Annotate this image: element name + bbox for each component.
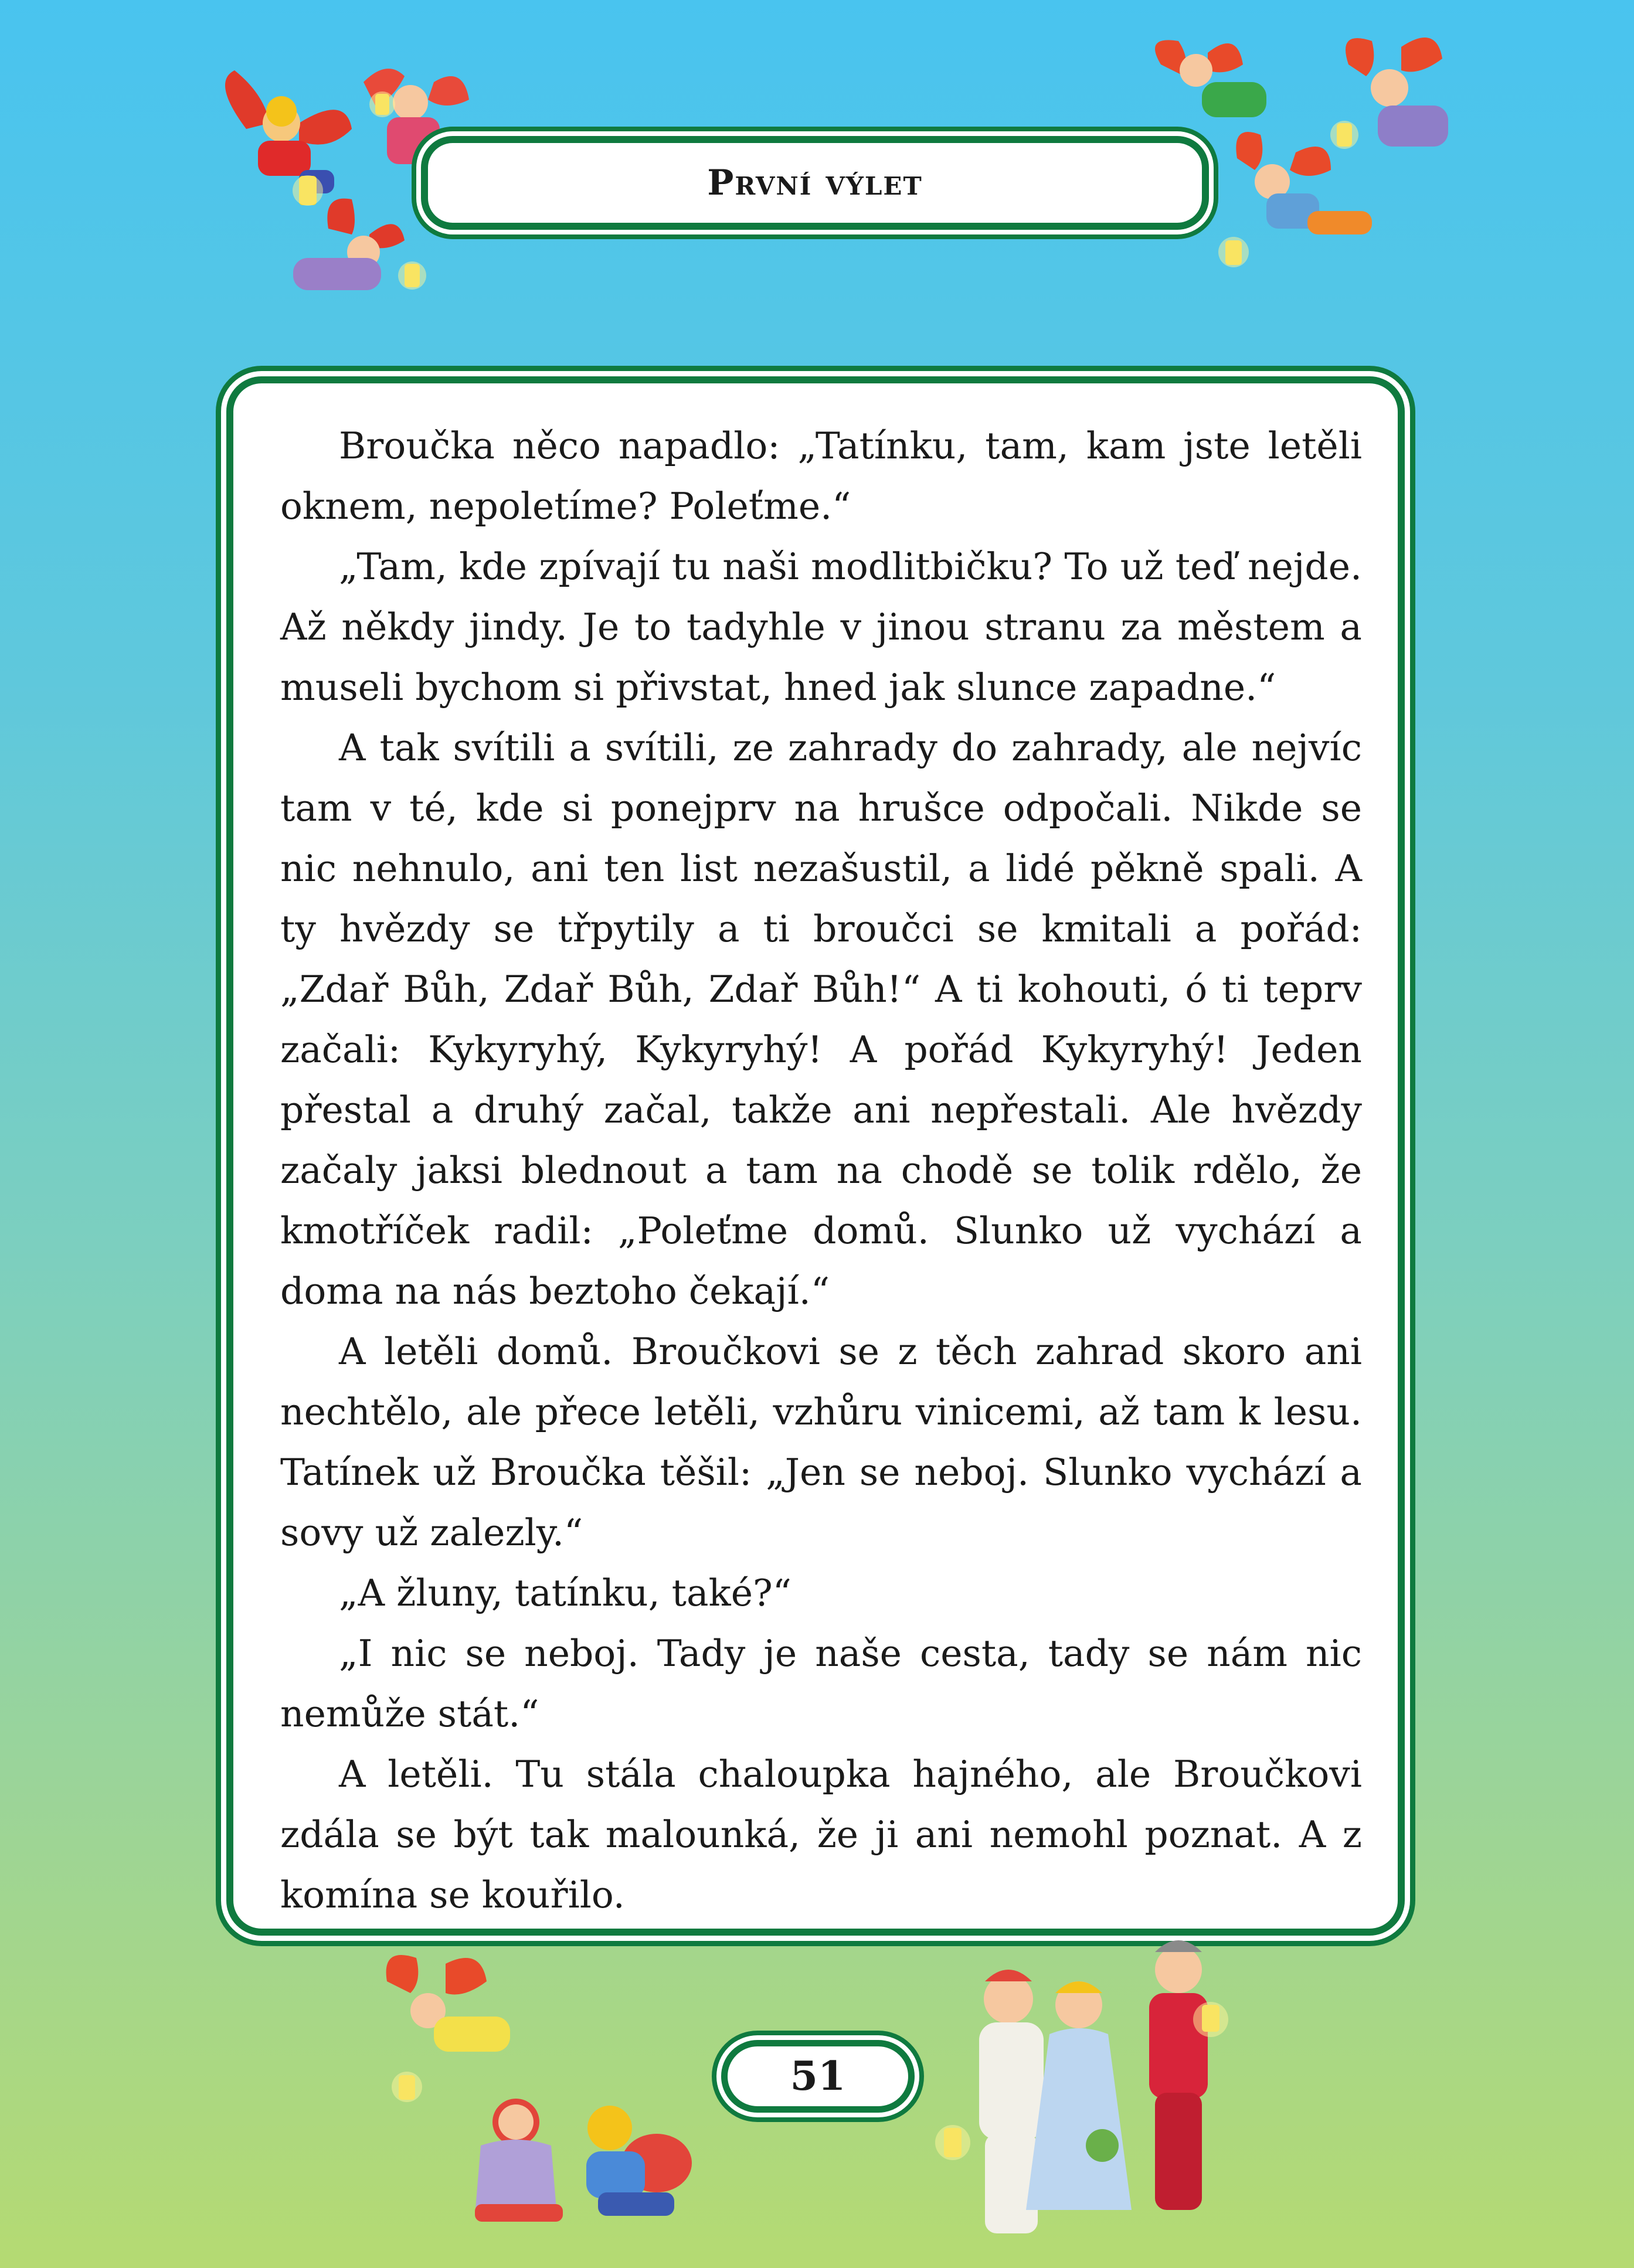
paragraph: Broučka něco napadlo: „Tatínku, tam, kam jste letěli oknem, nepoletíme? Poleťme.“ xyxy=(280,424,1362,528)
firefly-lilac xyxy=(1330,38,1448,149)
firefly-kneeling-purple xyxy=(475,2099,563,2222)
text-frame xyxy=(226,376,1405,1936)
firefly-illustration-bottom-left xyxy=(364,1946,715,2263)
paragraph: „Tam, kde zpívají tu naši modlitbičku? To už teď nejde. Až někdy jindy. Je to tadyhle v jinou stranu za městem a museli bychom si přivstat, hned jak slunce zapadne.“ xyxy=(280,545,1362,709)
firefly-green xyxy=(1155,40,1266,117)
paragraph: A letěli domů. Broučkovi se z těch zahrad skoro ani nechtělo, ale přece letěli, vzhůru vinicemi, až tam k lesu. Tatínek už Broučka těšil: „Jen se neboj. Slunko vychází a sovy už zalezly.“ xyxy=(280,1330,1362,1554)
firefly-yellow xyxy=(386,1955,510,2102)
page-number-frame xyxy=(721,2040,915,2113)
firefly-girl-blue xyxy=(1026,1981,1132,2210)
paragraph: A tak svítili a svítili, ze zahrady do zahrady, ale nejvíc tam v té, kde si ponejprv na hrušce odpočali. Nikde se nic nehnulo, ani ten list nezašustil, a lidé pěkně spali. A ty hvězdy se třpytily a ti broučci se kmitali a pořád: „Zdař Bůh, Zdař Bůh, Zdař Bůh!“ A ti kohouti, ó ti teprv začali: Kykyryhý, Kykyryhý! A pořád Kykyryhý! Jeden přestal a druhý začal, takže ani nepřestali. Ale hvězdy začaly jaksi blednout a tam na chodě se tolik rdělo, že kmotříček radil: „Poleťme domů. Slunko už vychází a doma na nás beztoho čekají.“ xyxy=(280,726,1362,1312)
chapter-title: První výlet xyxy=(707,162,923,203)
firefly-blue-orange xyxy=(1218,132,1372,267)
story-text xyxy=(280,416,1362,1925)
firefly-kneeling-blue xyxy=(586,2106,692,2216)
paragraph: „A žluny, tatínku, také?“ xyxy=(339,1572,791,1614)
firefly-grandfather-red xyxy=(1149,1940,1228,2210)
page-number: 51 xyxy=(790,2053,846,2100)
firefly-purple xyxy=(293,199,426,290)
paragraph: A letěli. Tu stála chaloupka hajného, ale Broučkovi zdála se být tak malounká, že ji ani nemohl poznat. A z komína se kouřilo. xyxy=(280,1753,1362,1916)
firefly-illustration-bottom-right xyxy=(932,1905,1261,2268)
chapter-title-frame xyxy=(421,136,1209,230)
firefly-red xyxy=(225,70,352,206)
paragraph: „I nic se neboj. Tady je naše cesta, tady se nám nic nemůže stát.“ xyxy=(280,1632,1362,1735)
firefly-boy-white xyxy=(935,1970,1044,2233)
